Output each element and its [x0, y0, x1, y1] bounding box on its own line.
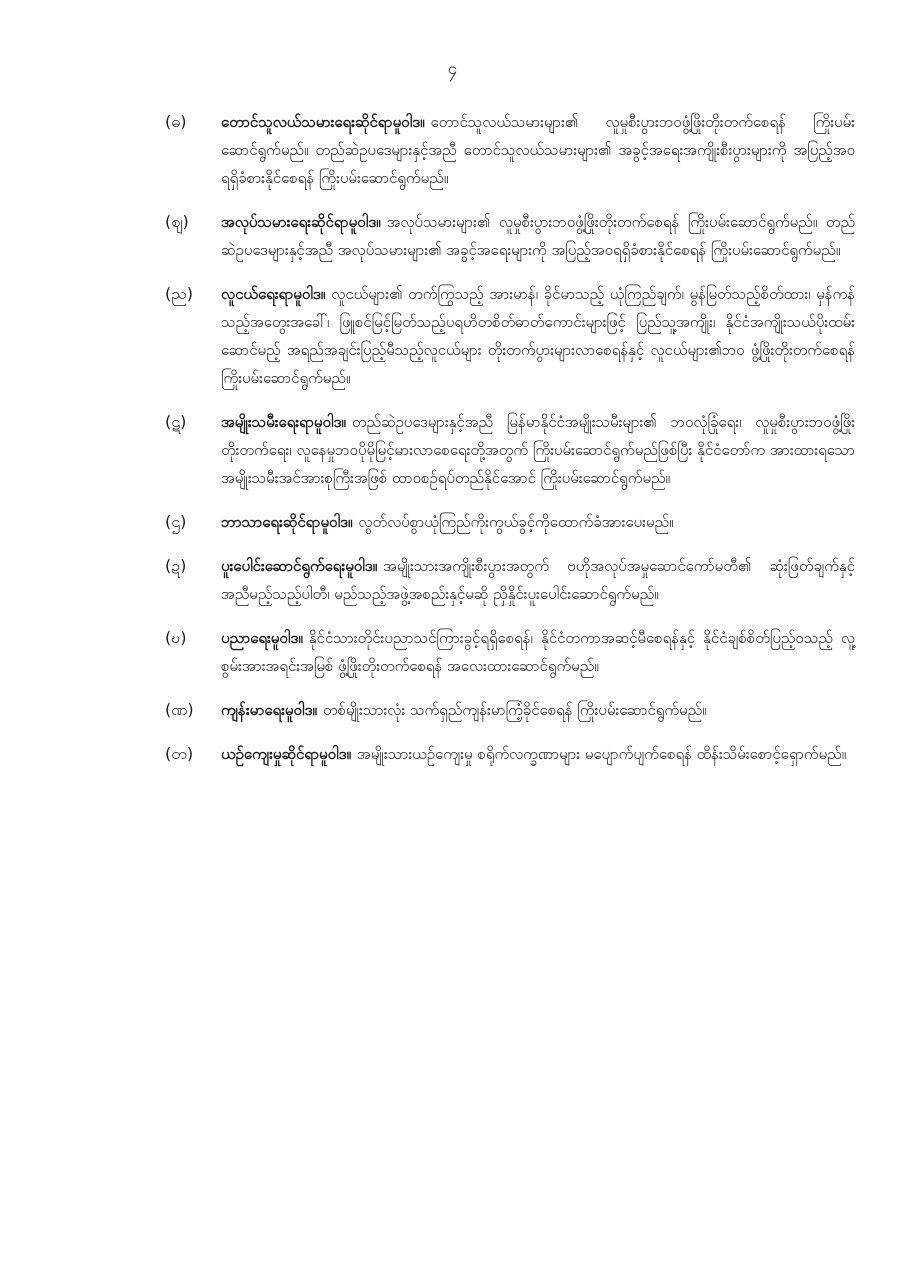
policy-list [165, 108, 855, 784]
item-body [221, 696, 855, 724]
item-label: (ဌ) [165, 512, 187, 531]
item-title: ယဉ်ကျေးမှုဆိုင်ရာမူဝါဒ။ [221, 745, 352, 763]
item-text: တစ်မျိုးသားလုံး သက်ရှည်ကျန်းမာကြံ့ခိုင်စေရန် ကြိုးပမ်းဆောင်ရွက်မည်။ [322, 701, 707, 719]
item-label: (ဍ) [165, 556, 187, 575]
list-item [165, 208, 855, 264]
item-label: (ဋ) [165, 412, 187, 431]
list-item [165, 508, 855, 536]
item-text: အလုပ်သမားများ၏ လူမှုစီးပွားဘဝဖွံ့ဖြိုးတိုးတက်စေရန် ကြိုးပမ်းဆောင်ရွက်မည်။ တည်ဆဲဥပဒေများနှင့်အညီ အလုပ်သမားများ၏ အခွင့်အရေးများကို အပြည့်အဝရရှိခံစားနိုင်စေရန် ကြိုးပမ်းဆောင်ရွက်မည်။ [221, 213, 855, 259]
list-item [165, 280, 855, 392]
item-body [221, 408, 855, 492]
item-text: လွတ်လပ်စွာယုံကြည်ကိုးကွယ်ခွင့်ကိုထောက်ခံအားပေးမည်။ [358, 513, 674, 531]
item-text: တောင်သူလယ်သမားများ၏ လူမှုစီးပွားဘဝဖွံ့ဖြိုးတိုးတက်စေရန် ကြိုးပမ်းဆောင်ရွက်မည်။ တည်ဆဲဥပဒေများနှင့်အညီ တောင်သူလယ်သမားများ၏ အခွင့်အရေးအကျိုးစီးပွားများကို အပြည့်အဝရရှိခံစားနိုင်စေရန် ကြိုးပမ်းဆောင်ရွက်မည်။ [221, 113, 855, 187]
item-body [221, 624, 855, 680]
item-body [221, 508, 855, 536]
item-title: ဘာသာရေးဆိုင်ရာမူဝါဒ။ [221, 513, 353, 531]
list-item [165, 624, 855, 680]
item-body [221, 208, 855, 264]
item-body [221, 552, 855, 608]
list-item [165, 552, 855, 608]
item-body [221, 280, 855, 392]
item-body [221, 108, 855, 192]
item-title: လူငယ်ရေးရာမူဝါဒ။ [221, 285, 326, 303]
item-title: အမျိုးသမီးရေးရာမူဝါဒ။ [221, 413, 346, 431]
item-title: အလုပ်သမားရေးဆိုင်ရာမူဝါဒ။ [221, 213, 381, 231]
page-number: ၄ [447, 59, 458, 79]
item-label: (ဏ) [165, 700, 194, 719]
item-label: (ဓ) [165, 112, 187, 131]
item-title: တောင်သူလယ်သမားရေးဆိုင်ရာမူဝါဒ။ [221, 113, 425, 131]
item-label: (ည) [165, 284, 193, 303]
list-item [165, 740, 855, 768]
list-item [165, 108, 855, 192]
item-label: (ဈ) [165, 212, 189, 231]
list-item [165, 696, 855, 724]
item-text: အမျိုးသားအကျိုးစီးပွားအတွက် ဗဟိုအလုပ်အမှုဆောင်ကော်မတီ၏ ဆုံးဖြတ်ချက်နှင့်အညီမည့်သည့်ပါတီ၊ မည်သည့်အဖွဲ့အစည်းနှင့်မဆို ညှိနှိုင်းပူးပေါင်းဆောင်ရွက်မည်။ [221, 557, 855, 603]
item-title: ပူးပေါင်းဆောင်ရွက်ရေးမူဝါဒ။ [221, 557, 378, 575]
item-title: ကျန်းမာရေးမူဝါဒ။ [221, 701, 317, 719]
item-title: ပညာရေးမူဝါဒ။ [221, 629, 303, 647]
item-text: တည်ဆဲဥပဒေများနှင့်အညီ မြန်မာနိုင်ငံအမျိုးသမီးများ၏ ဘဝလုံခြုံရေး၊ လူမှုစီးပွားဘဝဖွံ့ဖြိုးတိုးတက်ရေး၊ လူနေမှုဘဝပိုမိုမြင့်မားလာစေရေးတို့အတွက် ကြိုးပမ်းဆောင်ရွက်မည်ဖြစ်ပြီး နိုင်ငံတော်က အားထားရသော အမျိုးသမီးအင်အားစုကြီးအဖြစ် ထာဝစဉ်ရပ်တည်နိုင်အောင် ကြိုးပမ်းဆောင်ရွက်မည်။ [221, 413, 855, 487]
item-text: နိုင်ငံသားတိုင်းပညာသင်ကြားခွင့်ရရှိစေရန်၊ နိုင်ငံတကာအဆင့်မီစေရန်နှင့် နိုင်ငံချစ်စိတ်ပြည့်ဝသည့် လူ့စွမ်းအားအရင်းအမြစ် ဖွံ့ဖြိုးတိုးတက်စေရန် အလေးထားဆောင်ရွက်မည်။ [221, 629, 855, 675]
list-item [165, 408, 855, 492]
item-text: လူငယ်များ၏ တက်ကြွသည့် အားမာန်၊ ခိုင်မာသည့် ယုံကြည်ချက်၊ မွန်မြတ်သည့်စိတ်ထား၊ မှန်ကန်သည့်အတွေးအခေါ်၊ ဖြူစင်မြင့်မြတ်သည့်ပရဟိတစိတ်ဓာတ်ကောင်းများဖြင့် ပြည်သူ့အကျိုး၊ နိုင်ငံအကျိုးသယ်ပိုးထမ်းဆောင်မည့် အရည်အချင်းပြည့်မီသည့်လူငယ်များ တိုးတက်ပွားများလာစေရန်နှင့် လူငယ်များ၏ဘဝ ဖွံ့ဖြိုးတိုးတက်စေရန် ကြိုးပမ်းဆောင်ရွက်မည်။ [221, 285, 855, 387]
item-label: (ဎ) [165, 628, 187, 647]
item-text: အမျိုးသားယဉ်ကျေးမှု စရိုက်လက္ခဏာများ မပျောက်ပျက်စေရန် ထိန်းသိမ်းစောင့်ရှောက်မည်။ [357, 745, 847, 763]
item-body [221, 740, 855, 768]
item-label: (တ) [165, 744, 194, 763]
